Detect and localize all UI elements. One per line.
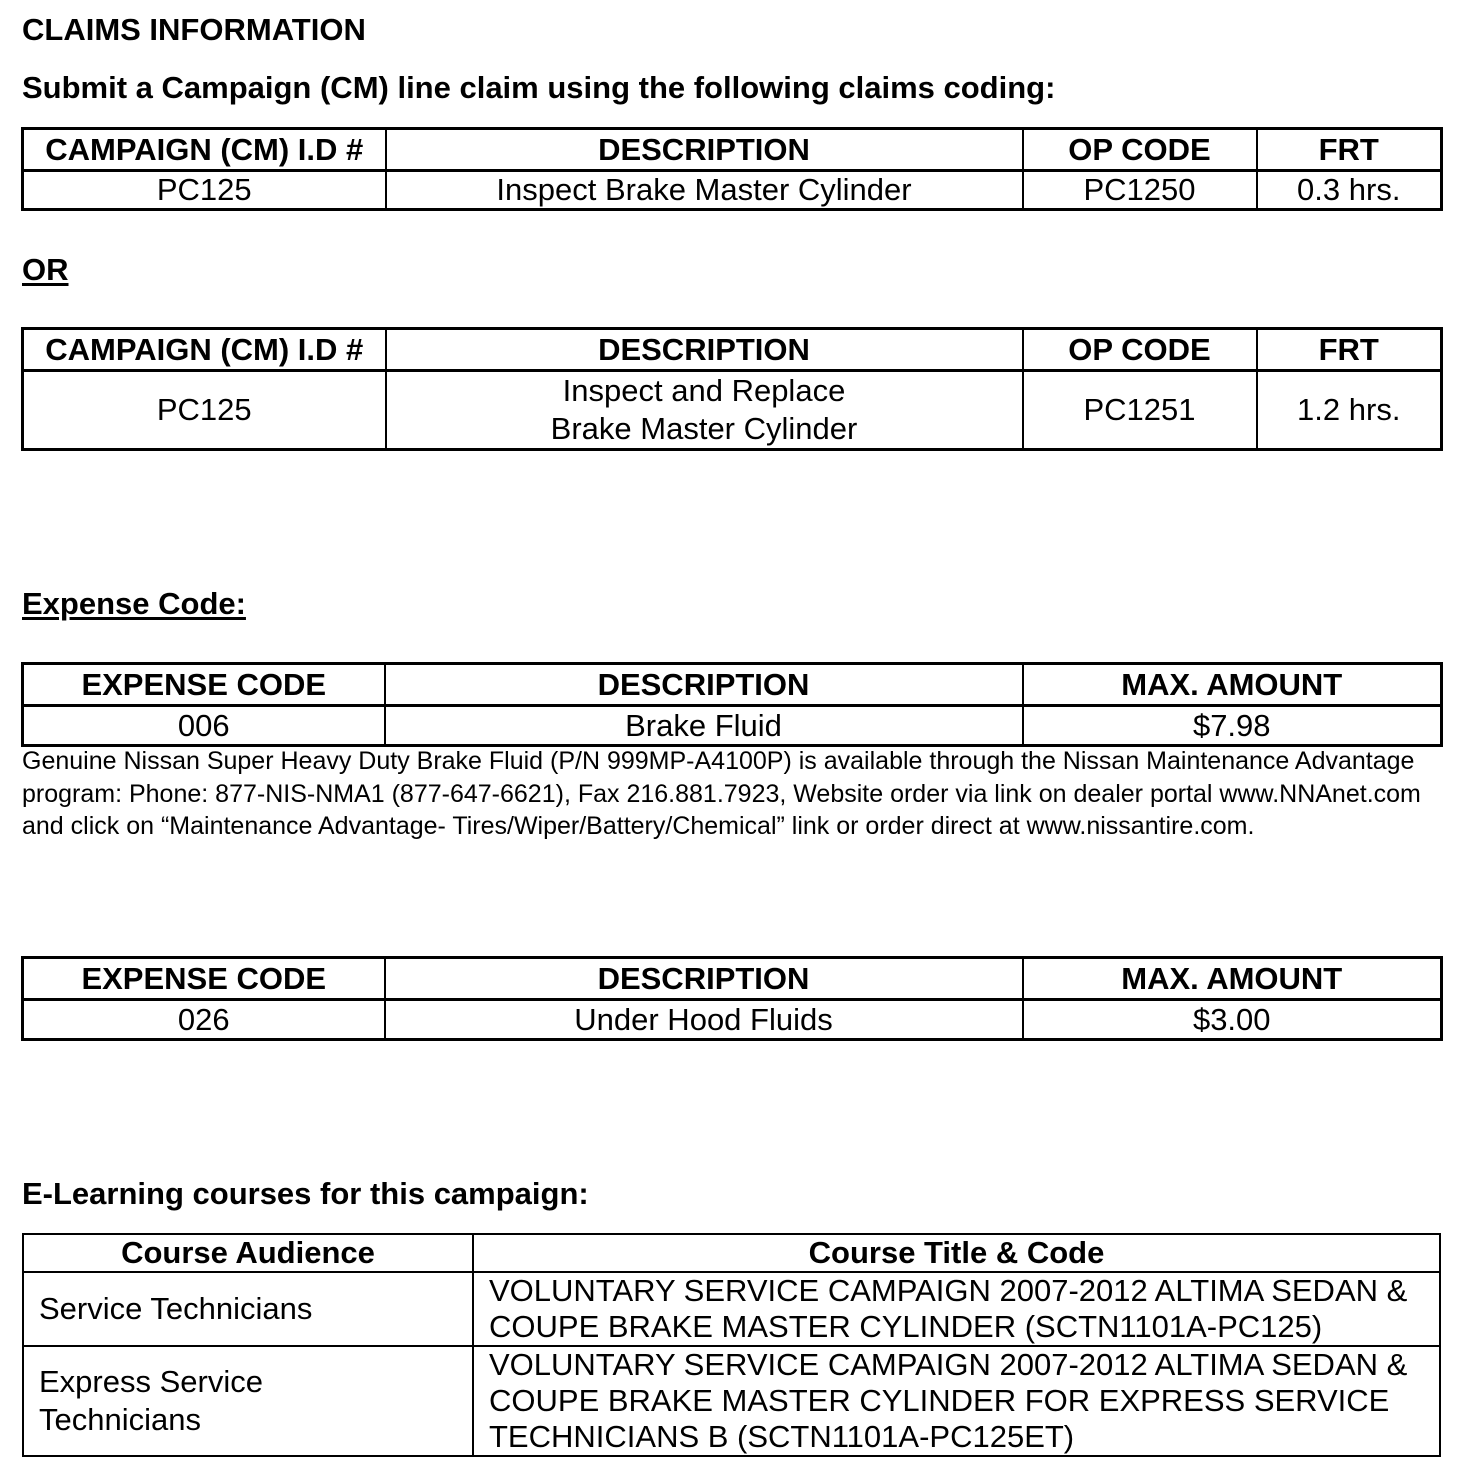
frt: 1.2 hrs. (1257, 371, 1442, 450)
max-amount: $7.98 (1023, 706, 1442, 746)
col-description: DESCRIPTION (385, 958, 1023, 1000)
col-expense-code: EXPENSE CODE (23, 664, 385, 706)
col-description: DESCRIPTION (386, 129, 1023, 171)
table-row (23, 1272, 1440, 1346)
col-frt: FRT (1257, 329, 1442, 371)
col-campaign-id: CAMPAIGN (CM) I.D # (23, 329, 386, 371)
expense-table-2 (21, 956, 1443, 1041)
op-code: PC1251 (1023, 371, 1257, 450)
col-description: DESCRIPTION (386, 329, 1023, 371)
col-campaign-id: CAMPAIGN (CM) I.D # (23, 129, 386, 171)
brake-fluid-note: Genuine Nissan Super Heavy Duty Brake Fluid (P/N 999MP-A4100P) is available through the Nissan Maintenance Advantage program: Phone: 877-NIS-NMA1 (877-647-6621), Fax 216.881.7923, Website order via link on dealer portal www.NNAnet.com and click on “Maintenance Advantage- Tires/Wiper/Battery/Chemical” link or order direct at www.nissantire.com. (22, 747, 1421, 840)
description: Inspect Brake Master Cylinder (386, 171, 1023, 210)
campaign-id: PC125 (23, 171, 386, 210)
description: Brake Fluid (385, 706, 1023, 746)
course-audience: Express Service Technicians (23, 1346, 473, 1456)
col-max-amount: MAX. AMOUNT (1023, 958, 1442, 1000)
description-line-2: Brake Master Cylinder (550, 411, 858, 446)
expense-table-1 (21, 662, 1443, 747)
col-frt: FRT (1257, 129, 1442, 171)
col-op-code: OP CODE (1023, 129, 1257, 171)
claims-subtitle: Submit a Campaign (CM) line claim using the following claims coding: (22, 70, 1056, 105)
description: Under Hood Fluids (385, 1000, 1023, 1040)
table-row (23, 171, 1442, 210)
course-title: VOLUNTARY SERVICE CAMPAIGN 2007-2012 ALTIMA SEDAN & COUPE BRAKE MASTER CYLINDER FOR EXPRESS SERVICE TECHNICIANS B (SCTN1101A-PC125ET) (473, 1346, 1440, 1456)
col-course-title: Course Title & Code (473, 1234, 1440, 1272)
campaign-id: PC125 (23, 371, 386, 450)
course-title: VOLUNTARY SERVICE CAMPAIGN 2007-2012 ALTIMA SEDAN & COUPE BRAKE MASTER CYLINDER (SCTN1101A-PC125) (473, 1272, 1440, 1346)
expense-code: 026 (23, 1000, 385, 1040)
max-amount: $3.00 (1023, 1000, 1442, 1040)
frt: 0.3 hrs. (1257, 171, 1442, 210)
elearning-heading: E-Learning courses for this campaign: (22, 1176, 589, 1211)
or-label: OR (22, 252, 69, 287)
col-max-amount: MAX. AMOUNT (1023, 664, 1442, 706)
col-description: DESCRIPTION (385, 664, 1023, 706)
description-line-1: Inspect and Replace (562, 373, 846, 408)
claims-table-2 (21, 327, 1443, 451)
col-expense-code: EXPENSE CODE (23, 958, 385, 1000)
expense-code: 006 (23, 706, 385, 746)
table-row (23, 1000, 1442, 1040)
expense-heading: Expense Code: (22, 586, 246, 621)
col-course-audience: Course Audience (23, 1234, 473, 1272)
elearning-table (22, 1233, 1441, 1457)
claims-title: CLAIMS INFORMATION (22, 12, 366, 47)
op-code: PC1250 (1023, 171, 1257, 210)
table-row (23, 706, 1442, 746)
description (386, 371, 1023, 450)
col-op-code: OP CODE (1023, 329, 1257, 371)
course-audience: Service Technicians (23, 1272, 473, 1346)
table-row (23, 1346, 1440, 1456)
claims-table-1 (21, 127, 1443, 211)
table-row (23, 371, 1442, 450)
